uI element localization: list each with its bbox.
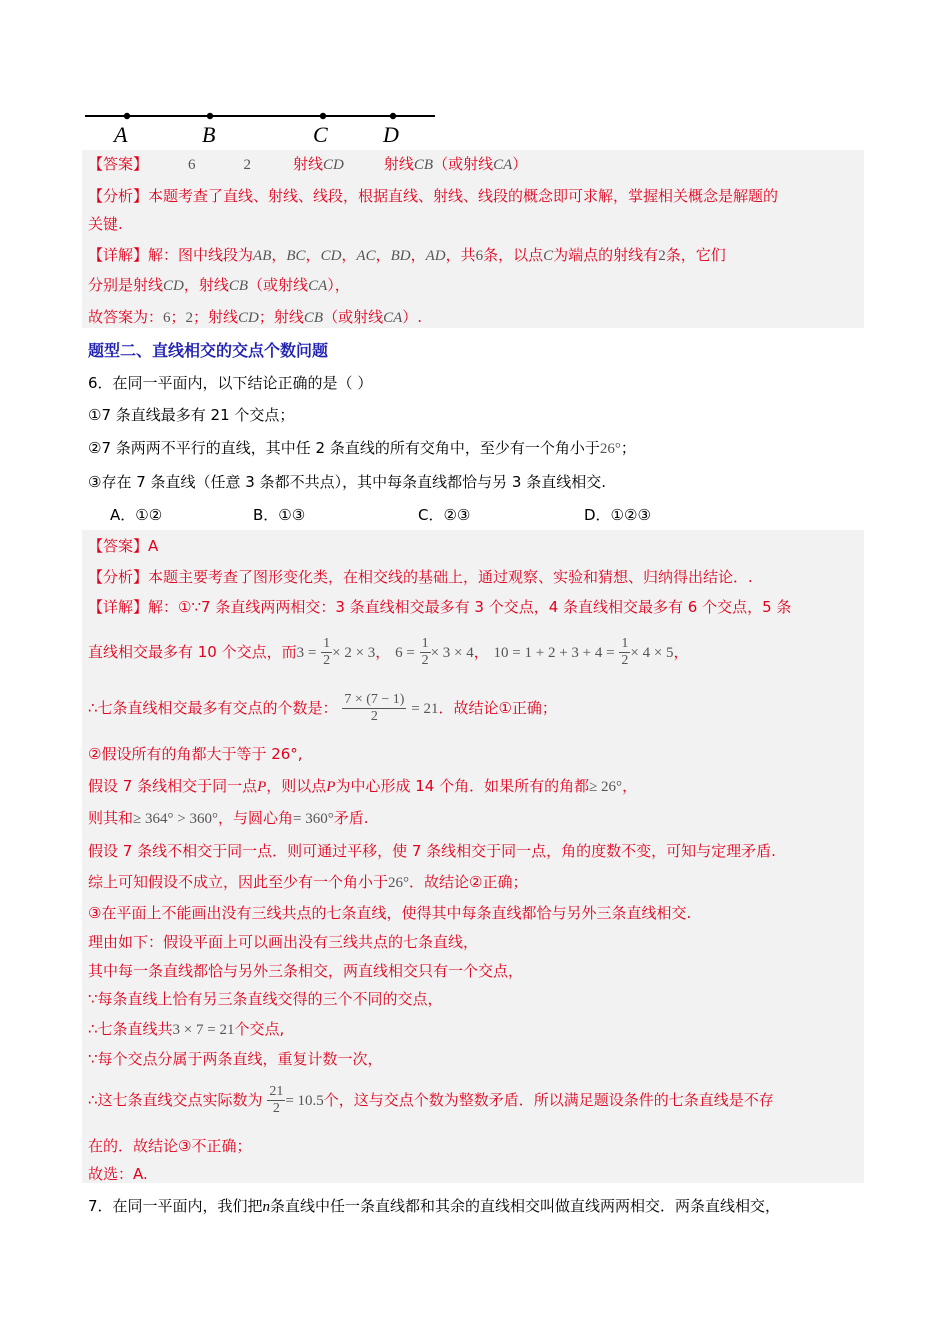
point-b (207, 113, 213, 119)
point-a (124, 113, 130, 119)
sol6-detail-14: ∵每个交点分属于两条直线，重复计数一次， (88, 1050, 383, 1068)
point-d (390, 113, 396, 119)
line-segment-figure (85, 100, 445, 150)
sol6-detail-15: ∴这七条直线交点实际数为 $\frac{21}{2}$ = 10.5个，这与交点个数为整数矛盾．所以满足题设条件的七条直线是不存 (88, 1084, 774, 1116)
label-b: B (202, 122, 216, 147)
answer-block-5 (82, 150, 864, 328)
q6-statement-2: ②7 条两两不平行的直线，其中任 2 条直线的所有交角中，至少有一个角小于26°； (88, 439, 636, 457)
answer5-line: 【答案】 6 2 射线CD 射线CB（或射线CA） (88, 155, 528, 173)
detail5-line3: 故答案为：6；2；射线CD；射线CB（或射线CA）. (88, 308, 423, 326)
sol6-detail-1: 【详解】解：①∵7 条直线两两相交：3 条直线相交最多有 3 个交点，4 条直线相交最多有 6 个交点，5 条 (88, 598, 792, 616)
sol6-analysis: 【分析】本题主要考查了图形变化类，在相交线的基础上，通过观察、实验和猜想、归纳得出结论．. (88, 568, 753, 586)
sol6-detail-6: 则其和≥ 364° > 360°，与圆心角= 360°矛盾. (88, 809, 369, 827)
sol6-detail-9: ③在平面上不能画出没有三线共点的七条直线，使得其中每条直线都恰与另外三条直线相交. (88, 904, 692, 922)
sol6-detail-5: 假设 7 条线相交于同一点P，则以点P为中心形成 14 个角．如果所有的角都≥ 26°， (88, 777, 638, 795)
sol6-detail-10: 理由如下：假设平面上可以画出没有三线共点的七条直线， (88, 933, 479, 951)
sol6-detail-11: 其中每一条直线都恰与另外三条相交，两直线相交只有一个交点， (88, 962, 524, 980)
point-c (320, 113, 326, 119)
label-c: C (313, 122, 328, 147)
sol6-detail-2: 直线相交最多有 10 个交点，而3 = $\frac{1}{2}$ × 2 × 3， 6 = $\frac{1}{2}$ × 3 × 4， 10 = 1 + 2 + 3 + 4 = $\frac{1}{2}$ × 4 × 5， (88, 636, 689, 668)
option-d: D．①②③ (584, 506, 651, 524)
label-a: A (114, 122, 128, 147)
q6-stem: 6．在同一平面内，以下结论正确的是（ ） (88, 374, 373, 392)
sol6-detail-3: ∴七条直线相交最多有交点的个数是： $\frac{7 \times (7 - 1)}{2}$ = 21．故结论①正确； (88, 692, 557, 724)
analysis5-line1: 【分析】本题考查了直线、射线、线段，根据直线、射线、线段的概念即可求解，掌握相关概念是解题的 (88, 187, 779, 205)
sol6-answer: 【答案】A (88, 537, 159, 555)
sol6-detail-16: 在的．故结论③不正确； (88, 1137, 252, 1155)
option-a: A．①② (110, 506, 163, 524)
q7-stem: 7．在同一平面内，我们把n条直线中任一条直线都和其余的直线相交叫做直线两两相交．两条直线相交， (88, 1197, 781, 1215)
sol6-detail-4: ②假设所有的角都大于等于 26°, (88, 745, 303, 763)
sol6-detail-8: 综上可知假设不成立，因此至少有一个角小于26°．故结论②正确； (88, 873, 528, 891)
detail5-line1: 【详解】解：图中线段为AB，BC，CD，AC，BD，AD，共6条，以点C为端点的射线有2条，它们 (88, 246, 726, 264)
analysis5-line2: 关键. (88, 215, 123, 233)
option-c: C．②③ (418, 506, 471, 524)
option-b: B．①③ (253, 506, 306, 524)
sol6-detail-17: 故选：A. (88, 1165, 148, 1183)
sol6-detail-12: ∵每条直线上恰有另三条直线交得的三个不同的交点， (88, 990, 443, 1008)
section-title: 题型二、直线相交的交点个数问题 (88, 341, 329, 360)
q6-statement-1: ①7 条直线最多有 21 个交点； (88, 406, 295, 424)
detail5-line2: 分别是射线CD，射线CB（或射线CA）， (88, 276, 350, 294)
label-d: D (383, 122, 399, 147)
sol6-detail-7: 假设 7 条线不相交于同一点．则可通过平移，使 7 条线相交于同一点，角的度数不变，可知与定理矛盾. (88, 842, 776, 860)
sol6-detail-13: ∴七条直线共3 × 7 = 21个交点, (88, 1020, 285, 1038)
q6-statement-3: ③存在 7 条直线（任意 3 条都不共点），其中每条直线都恰与另 3 条直线相交. (88, 473, 606, 491)
